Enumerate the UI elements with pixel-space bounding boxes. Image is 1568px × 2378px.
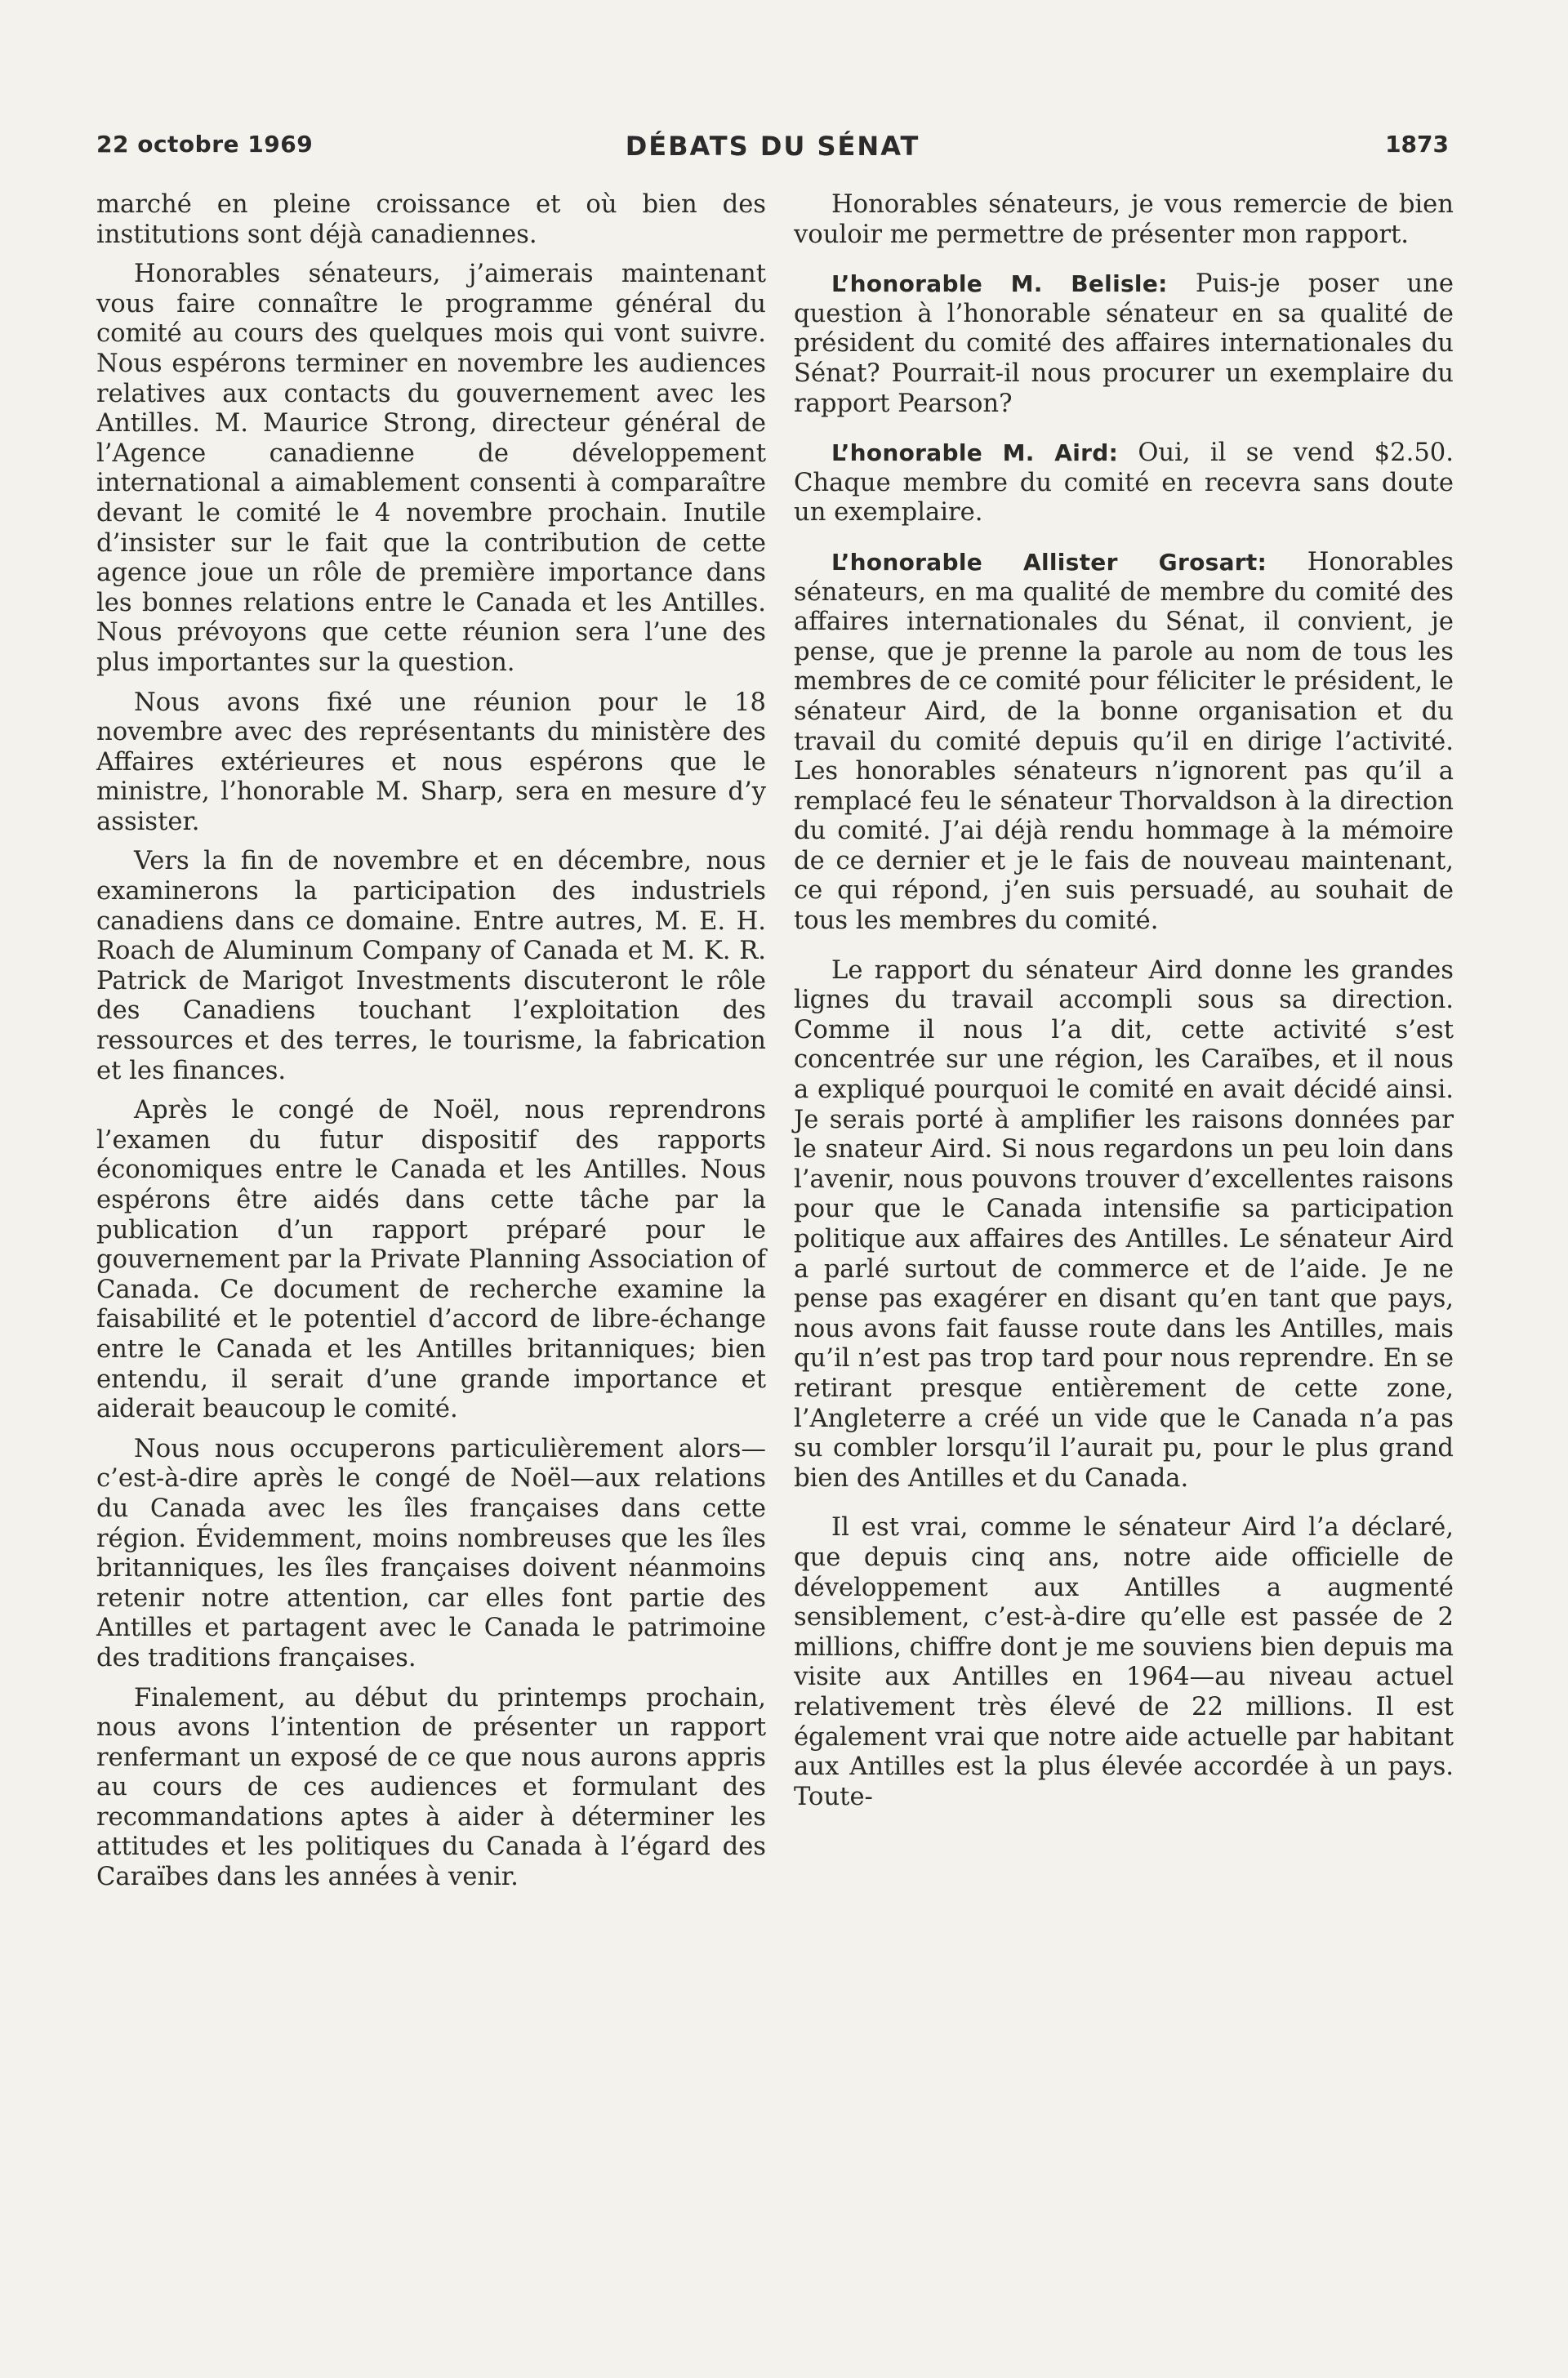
paragraph: Nous nous occuperons particulièrement alors—c’est-à-dire après le congé de Noël—aux relations du Canada avec les îles françaises dans cette région. Évidemment, moins nombreuses que les îles britanniques, les îles françaises doivent néanmoins retenir notre attention, car elles font partie des Antilles et partagent avec le Canada le patrimoine des traditions françaises.: [96, 1434, 766, 1672]
paragraph: Le rapport du sénateur Aird donne les grandes lignes du travail accompli sous sa direction. Comme il nous l’a dit, cette activité s’est concentrée sur une région, les Caraïbes, et il nous a expliqué pourquoi le comité en avait décidé ainsi. Je serais porté à amplifier les raisons données par le snateur Aird. Si nous regardons un peu loin dans l’avenir, nous pouvons trouver d’excellentes raisons pour que le Canada intensifie sa participation politique aux affaires des Antilles. Le sénateur Aird a parlé surtout de commerce et de l’aide. Je ne pense pas exagérer en disant qu’en tant que pays, nous avons fait fausse route dans les Antilles, mais qu’il n’est pas trop tard pour nous reprendre. En se retirant presque entièrement de cette zone, l’Angleterre a créé un vide que le Canada n’a pas su combler lorsqu’il l’aurait pu, pour le plus grand bien des Antilles et du Canada.: [794, 955, 1454, 1493]
paragraph: Honorables sénateurs, j’aimerais maintenant vous faire connaître le programme général du comité au cours des quelques mois qui vont suivre. Nous espérons terminer en novembre les audiences relatives aux contacts du gouvernement avec les Antilles. M. Maurice Strong, directeur général de l’Agence canadienne de développement international a aimablement consenti à comparaître devant le comité le 4 novembre prochain. Inutile d’insister sur le fait que la contribution de cette agence joue un rôle de première importance dans les bonnes relations entre le Canada et les Antilles. Nous prévoyons que cette réunion sera l’une des plus importantes sur la question.: [96, 260, 766, 677]
speech-text: Honorables sénateurs, en ma qualité de membre du comité des affaires internationales du Sénat, il convient, je pense, que je prenne la parole au nom de tous les membres de ce comité pour féliciter le président, le sénateur Aird, de la bonne organisation et du travail du comité depuis qu’il en dirige l’activité. Les honorables sénateurs n’ignorent pas qu’il a remplacé feu le sénateur Thorvaldson à la direction du comité. J’ai déjà rendu hommage à la mémoire de ce dernier et je le fais de nouveau maintenant, ce qui répond, j’en suis persuadé, au souhait de tous les membres du comité.: [794, 547, 1454, 936]
speaker-name: L’honorable M. Belisle:: [831, 270, 1168, 298]
paragraph: Après le congé de Noël, nous reprendrons l’examen du futur dispositif des rapports économiques entre le Canada et les Antilles. Nous espérons être aidés dans cette tâche par la publication d’un rapport préparé pour le gouvernement par la Private Planning Association of Canada. Ce document de recherche examine la faisabilité et le potentiel d’accord de libre-échange entre le Canada et les Antilles britanniques; bien entendu, il serait d’une grande importance et aiderait beaucoup le comité.: [96, 1096, 766, 1424]
paragraph: marché en pleine croissance et où bien des institutions sont déjà canadiennes.: [96, 190, 766, 249]
page-header: [96, 131, 1449, 167]
paragraph: Nous avons fixé une réunion pour le 18 novembre avec des représentants du ministère des Affaires extérieures et nous espérons que le ministre, l’honorable M. Sharp, sera en mesure d’y assister.: [96, 688, 766, 836]
speech-paragraph: [794, 439, 1454, 528]
paragraph: Il est vrai, comme le sénateur Aird l’a déclaré, que depuis cinq ans, notre aide officielle de développement aux Antilles a augmenté sensiblement, c’est-à-dire qu’elle est passée de 2 millions, chiffre dont je me souviens bien depuis ma visite aux Antilles en 1964—au niveau actuel relativement très élevé de 22 millions. Il est également vrai que notre aide actuelle par habitant aux Antilles est la plus élevée accordée à un pays. Toute-: [794, 1513, 1454, 1811]
paragraph: Vers la fin de novembre et en décembre, nous examinerons la participation des industriels canadiens dans ce domaine. Entre autres, M. E. H. Roach de Aluminum Company of Canada et M. K. R. Patrick de Marigot Investments discuteront le rôle des Canadiens touchant l’exploitation des ressources et des terres, le tourisme, la fabrication et les finances.: [96, 847, 766, 1085]
paragraph: Honorables sénateurs, je vous remercie de bien vouloir me permettre de présenter mon rapport.: [794, 190, 1454, 249]
speaker-name: L’honorable Allister Grosart:: [831, 548, 1267, 576]
speech-text: Oui, il se vend $2.50. Chaque membre du comité en recevra sans doute un exemplaire.: [794, 439, 1454, 528]
paragraph: Finalement, au début du printemps prochain, nous avons l’intention de présenter un rapport renfermant un exposé de ce que nous aurons appris au cours de ces audiences et formulant des recommandations aptes à aider à déterminer les attitudes et les politiques du Canada à l’égard des Caraïbes dans les années à venir.: [96, 1683, 766, 1892]
speech-text: Puis-je poser une question à l’honorable sénateur en sa qualité de président du comité des affaires internationales du Sénat? Pourrait-il nous procurer un exemplaire du rapport Pearson?: [794, 269, 1454, 418]
left-column: [96, 190, 766, 1903]
header-page-number: 1873: [1385, 131, 1449, 158]
speech-paragraph: [794, 269, 1454, 419]
right-column: [794, 190, 1454, 1822]
header-date: 22 octobre 1969: [96, 131, 314, 158]
header-title: DÉBATS DU SÉNAT: [625, 131, 920, 162]
speaker-name: L’honorable M. Aird:: [831, 439, 1119, 467]
speech-paragraph: [794, 548, 1454, 937]
